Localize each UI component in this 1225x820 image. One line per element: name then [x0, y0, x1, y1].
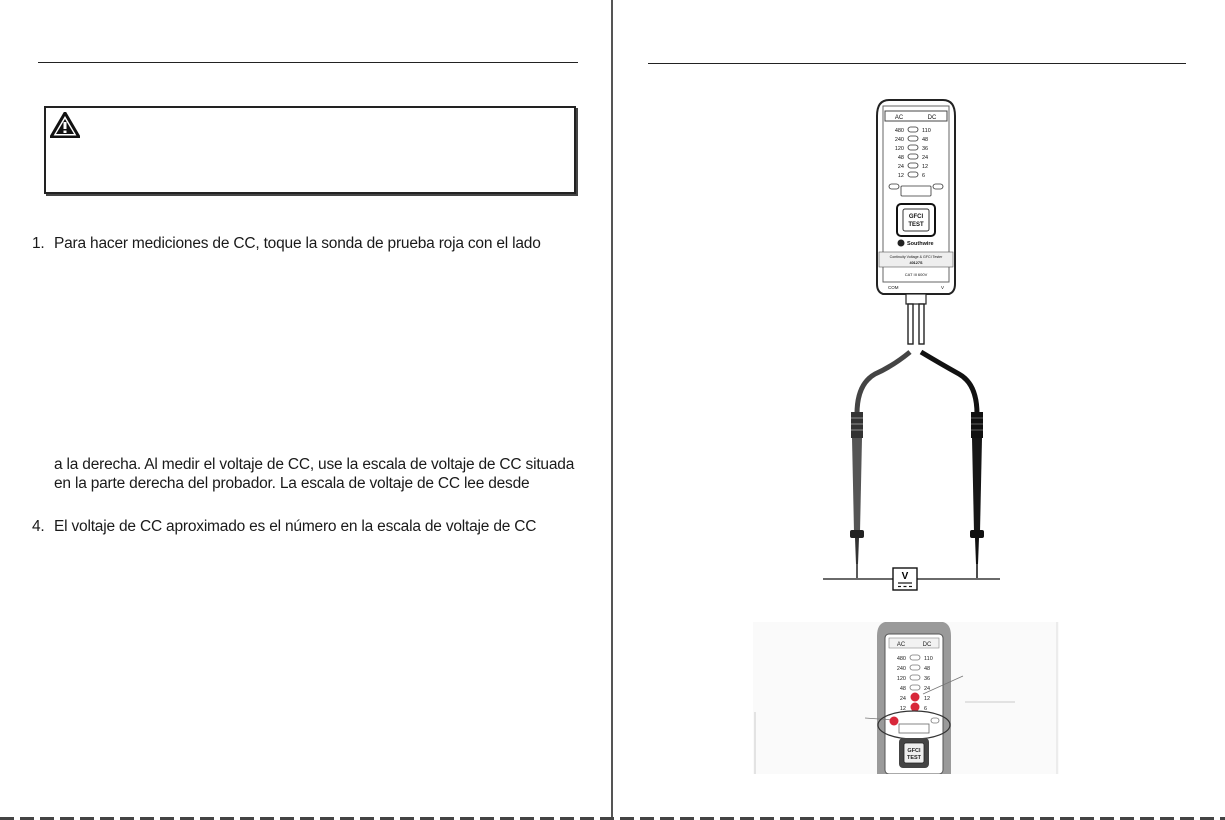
- left-page: [0, 0, 612, 820]
- closeup-dc-3: 24: [924, 686, 931, 692]
- brand-logo-icon: [898, 240, 905, 247]
- black-test-probe[interactable]: [970, 412, 984, 578]
- tester-dc-2: 36: [922, 146, 929, 152]
- red-test-probe[interactable]: [850, 412, 864, 578]
- closeup-dc-0: 110: [924, 656, 933, 662]
- tester-ac-0: 480: [894, 128, 904, 134]
- rating-text: CAT III 600V: [904, 272, 928, 277]
- right-page: [613, 0, 1225, 820]
- closeup-ac-3: 48: [899, 686, 906, 692]
- tester-dc-3: 24: [922, 155, 929, 161]
- warning-box: [44, 106, 576, 194]
- port-v: V: [941, 285, 945, 290]
- continuation-line-2: en la parte derecha del probador. La escala de voltaje de CC lee desde: [54, 475, 530, 492]
- lit-led-12: [911, 703, 920, 712]
- closeup-dc-2: 36: [924, 676, 931, 682]
- header-rule: [38, 62, 578, 63]
- model-number: 40127S: [909, 261, 923, 265]
- dc-source-circuit: [818, 566, 1008, 594]
- closeup-ac-header: AC: [896, 642, 906, 648]
- tester-ac-header: AC: [894, 115, 904, 121]
- tester-ac-4: 24: [897, 164, 904, 170]
- step-4: [32, 517, 536, 536]
- tester-ac-3: 48: [897, 155, 904, 161]
- tester-ac-5: 12: [897, 173, 904, 179]
- step-4-number: 4.: [32, 518, 45, 535]
- step-1-text: Para hacer mediciones de CC, toque la sonda de prueba roja con el lado: [54, 235, 541, 252]
- closeup-dc-1: 48: [924, 666, 931, 672]
- closeup-gfci-2: TEST: [906, 755, 922, 761]
- black-lead-wire: [921, 352, 977, 414]
- lit-led-24: [911, 693, 920, 702]
- tester-dc-5: 6: [922, 173, 926, 179]
- tester-dc-4: 12: [922, 164, 929, 170]
- step-1: [32, 234, 541, 253]
- tester-ac-1: 240: [894, 137, 904, 143]
- step-4-text: El voltaje de CC aproximado es el número en la escala de voltaje de CC: [54, 518, 537, 535]
- continuation-line-1: a la derecha. Al medir el voltaje de CC, use la escala de voltaje de CC situada: [54, 456, 575, 473]
- model-line: Continuity Voltage & GFCI Tester: [889, 255, 943, 259]
- red-lead-wire: [857, 352, 910, 414]
- closeup-dc-header: DC: [922, 642, 932, 648]
- tester-dc-1: 48: [922, 137, 929, 143]
- gfci-label-2: TEST: [908, 222, 924, 228]
- closeup-ac-4: 24: [899, 696, 906, 702]
- gfci-label-1: GFCI: [908, 214, 924, 220]
- closeup-ac-2: 120: [896, 676, 906, 682]
- tester-dc-header: DC: [927, 115, 937, 121]
- port-com: COM: [888, 285, 899, 290]
- tester-closeup-photo: [753, 622, 1059, 774]
- closeup-ac-5: 12: [899, 706, 906, 712]
- closeup-dc-4: 12: [924, 696, 931, 702]
- closeup-ac-0: 480: [896, 656, 906, 662]
- tester-illustration: [813, 96, 1023, 590]
- header-rule-right: [648, 63, 1186, 64]
- warning-triangle-icon: [50, 112, 80, 138]
- closeup-gfci-1: GFCI: [907, 748, 921, 754]
- lit-led-polarity: [890, 717, 899, 726]
- tester-dc-0: 110: [922, 128, 931, 134]
- source-symbol: V: [901, 571, 909, 582]
- brand-name: Southwire: [907, 241, 934, 247]
- step-1-number: 1.: [32, 235, 45, 252]
- closeup-dc-5: 6: [924, 706, 928, 712]
- closeup-ac-1: 240: [896, 666, 906, 672]
- tester-ac-2: 120: [894, 146, 904, 152]
